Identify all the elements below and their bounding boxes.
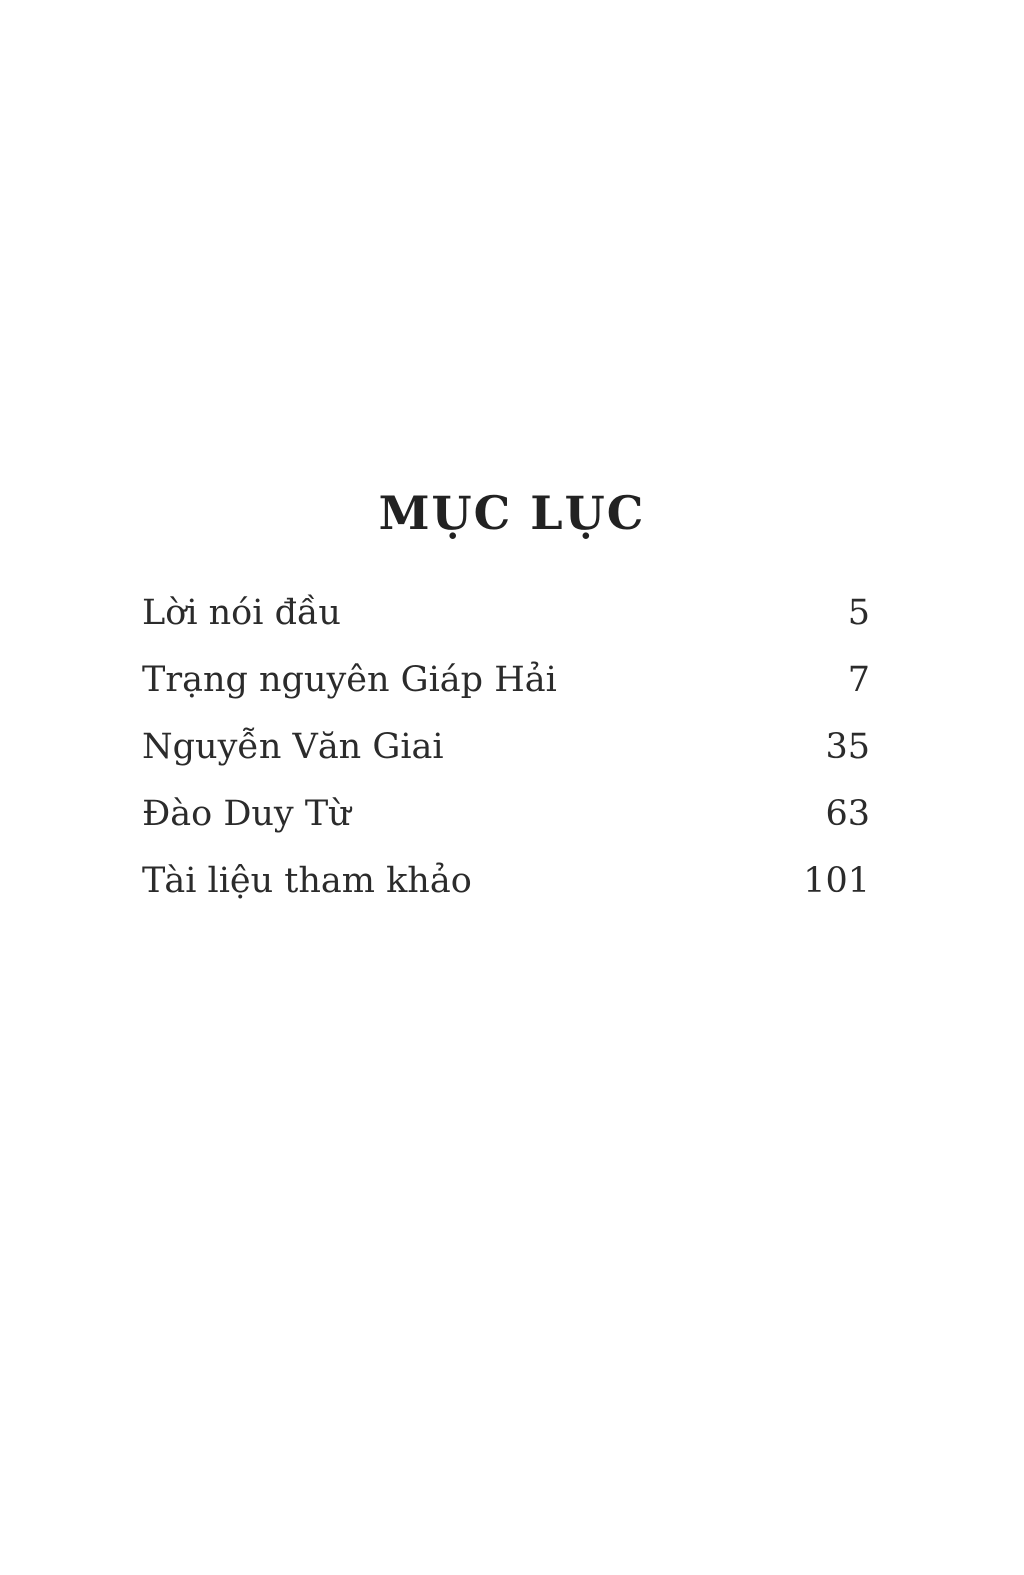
toc-entry: [142, 647, 870, 714]
toc-list: [142, 580, 870, 915]
toc-entry-label: Đào Duy Từ: [142, 794, 351, 834]
toc-entry-page-number: 101: [803, 861, 870, 901]
page-title: MỤC LỤC: [378, 485, 646, 540]
toc-entry: [142, 714, 870, 781]
toc-entry-page-number: 35: [825, 727, 870, 767]
toc-entry-label: Lời nói đầu: [142, 593, 341, 633]
toc-entry-page-number: 5: [847, 593, 870, 633]
toc-entry-page-number: 7: [847, 660, 870, 700]
toc-entry-page-number: 63: [825, 794, 870, 834]
toc-entry: [142, 781, 870, 848]
toc-entry-label: Tài liệu tham khảo: [142, 861, 472, 901]
toc-entry-label: Trạng nguyên Giáp Hải: [142, 660, 557, 700]
toc-entry-label: Nguyễn Văn Giai: [142, 727, 444, 767]
toc-entry: [142, 848, 870, 915]
toc-entry: [142, 580, 870, 647]
